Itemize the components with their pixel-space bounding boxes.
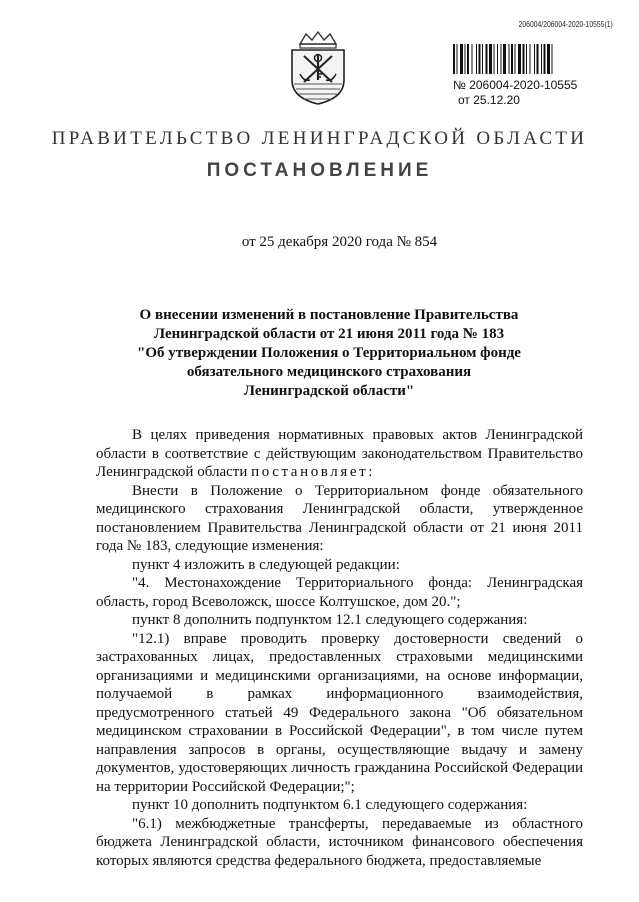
barcode-bar — [526, 44, 527, 74]
registration-date: от 25.12.20 — [458, 93, 520, 107]
barcode-bar — [530, 44, 531, 74]
paragraph: "4. Местонахождение Территориального фонда: Ленинградская область, город Всеволожск, шоссе Колтушское, дом 20."; — [96, 575, 583, 610]
paragraph: "12.1) вправе проводить проверку достоверности сведений о застрахованных лицах, предоставленных страховыми медицинскими организациями и медицинскими организациями, на основе информации, получаемой в рамках информационного взаимодействия, предусмотренного статьей 49 Федерального закона "Об обязательном медицинском страховании в Российской Федерации", в том числе путем направления запросов в органы, осуществляющие выдачу и замену документов, удостоверяющих личность гражданина Российской Федерации на территории Российской Федерации;"; — [96, 630, 583, 795]
spaced-word: постановляет — [251, 464, 369, 480]
heading-line: Ленинградской области" — [243, 383, 415, 399]
document-body — [96, 426, 583, 870]
barcode-bar — [515, 44, 516, 74]
registration-number: № 206004-2020-10555 — [453, 78, 578, 92]
barcode-bar — [534, 44, 535, 74]
heading-line: обязательного медицинского страхования — [186, 364, 472, 380]
barcode-bar — [467, 44, 469, 74]
barcode-bar — [476, 44, 477, 74]
barcode-bar — [518, 44, 521, 74]
barcode-bar — [509, 44, 510, 74]
heading-line: О внесении изменений в постановление Правительства — [139, 307, 519, 323]
document-heading — [96, 306, 562, 401]
barcode-bar — [503, 44, 506, 74]
barcode-bar — [472, 44, 473, 74]
barcode-bar — [537, 44, 539, 74]
barcode-bar — [482, 44, 483, 74]
barcode — [453, 44, 613, 74]
barcode-bar — [460, 44, 463, 74]
barcode-bar — [494, 44, 495, 74]
document-reference-code: 206004/206004-2020-10555(1) — [518, 20, 613, 29]
coat-of-arms-emblem — [286, 30, 350, 106]
paragraph: пункт 8 дополнить подпунктом 12.1 следующего содержания: — [132, 612, 528, 628]
barcode-bar — [552, 44, 553, 74]
paragraph: пункт 10 дополнить подпунктом 6.1 следующего содержания: — [132, 797, 528, 813]
heading-line: Ленинградской области от 21 июня 2011 года № 183 — [153, 326, 505, 342]
document-type-title: ПОСТАНОВЛЕНИЕ — [206, 160, 433, 181]
barcode-bar — [479, 44, 481, 74]
paragraph: "6.1) межбюджетные трансферты, передаваемые из областного бюджета Ленинградской области, источником финансового обеспечения которых являются средства федерального бюджета, предоставляемые — [96, 815, 583, 869]
barcode-bar — [486, 44, 488, 74]
barcode-bar — [501, 44, 502, 74]
paragraph: Внести в Положение о Территориальном фонде обязательного медицинского страхования Ленинградской области, утвержденное постановлением Правительства Ленинградской области от 21 июня 2011 года № 183, следующие изменения: — [96, 482, 583, 554]
barcode-bar — [541, 44, 542, 74]
barcode-bar — [547, 44, 550, 74]
document-date-number: от 25 декабря 2020 года № 854 — [241, 234, 438, 250]
paragraph: В целях приведения нормативных правовых актов Ленинградской области в соответствие с действующим законодательством Правительство Ленинградской области постановляет: — [96, 427, 583, 480]
government-title: ПРАВИТЕЛЬСТВО ЛЕНИНГРАДСКОЙ ОБЛАСТИ — [51, 128, 588, 149]
paragraph: пункт 4 изложить в следующей редакции: — [132, 556, 400, 573]
barcode-bar — [453, 44, 455, 74]
barcode-bar — [544, 44, 546, 74]
barcode-bar — [457, 44, 458, 74]
barcode-bar — [511, 44, 513, 74]
barcode-bar — [523, 44, 525, 74]
barcode-bar — [465, 44, 466, 74]
heading-line: "Об утверждении Положения о Территориальном фонде — [137, 345, 521, 361]
barcode-bar — [489, 44, 492, 74]
barcode-bar — [497, 44, 498, 74]
